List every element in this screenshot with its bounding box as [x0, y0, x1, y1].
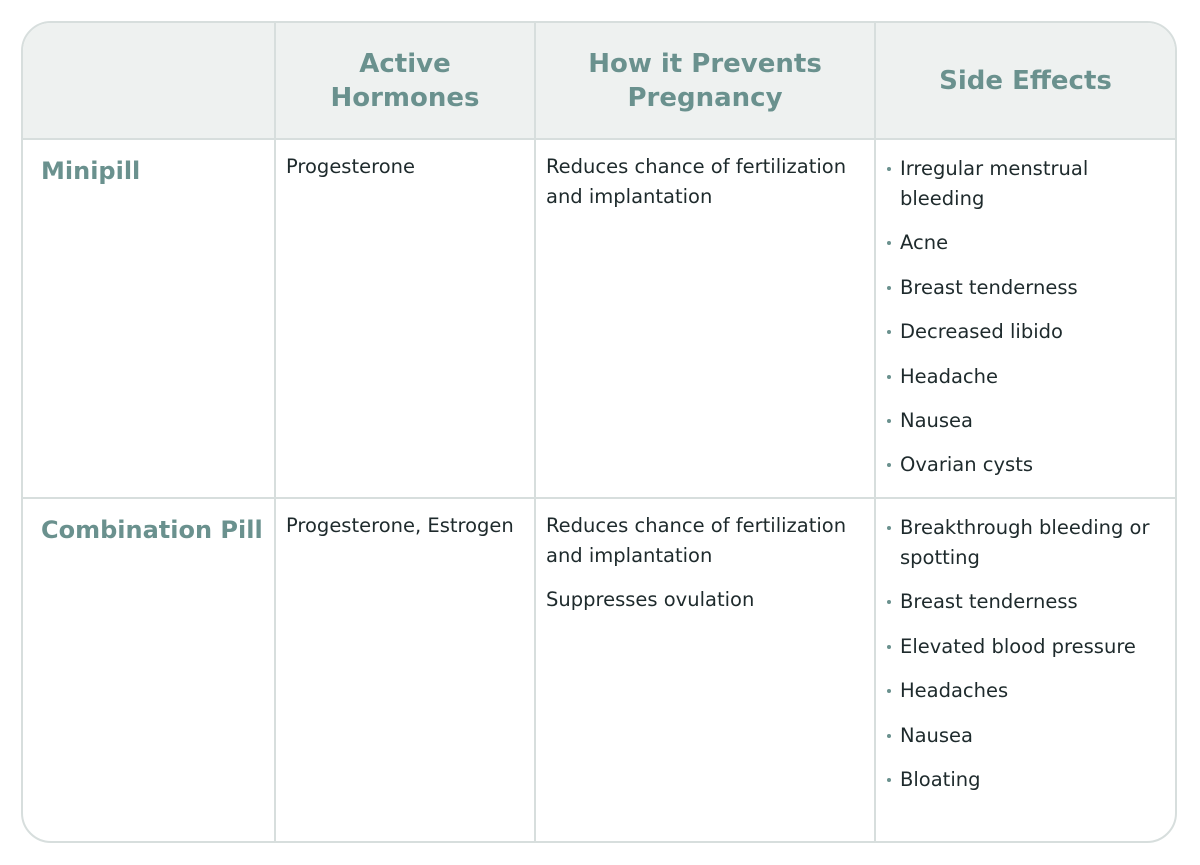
- prevention-text: Reduces chance of fertilization and implantation: [546, 514, 847, 567]
- hormones-cell: [275, 498, 535, 841]
- side-effect-item: Headache: [886, 362, 1165, 392]
- header-active-hormones: Active Hormones: [275, 23, 535, 139]
- side-effect-item: Decreased libido: [886, 317, 1165, 347]
- header-side-effects: Side Effects: [875, 23, 1175, 139]
- prevention-text: Suppresses ovulation: [546, 588, 755, 611]
- side-effect-item: Nausea: [886, 721, 1165, 751]
- prevention-cell: [535, 139, 875, 498]
- side-effect-item: Headaches: [886, 676, 1165, 706]
- hormones-text: Progesterone, Estrogen: [286, 514, 514, 537]
- side-effect-item: Breast tenderness: [886, 587, 1165, 617]
- row-label-minipill: Minipill: [23, 139, 275, 498]
- side-effects-cell: [875, 498, 1175, 841]
- side-effect-item: Breakthrough bleeding or spotting: [886, 513, 1165, 573]
- prevention-text: Reduces chance of fertilization and implantation: [546, 155, 847, 208]
- header-how-it-prevents-pregnancy: How it Prevents Pregnancy: [535, 23, 875, 139]
- side-effect-item: Ovarian cysts: [886, 450, 1165, 480]
- side-effects-list: [876, 499, 1175, 795]
- comparison-table-card: [21, 21, 1177, 843]
- header-empty-cell: [23, 23, 275, 139]
- side-effect-item: Nausea: [886, 406, 1165, 436]
- hormones-cell: [275, 139, 535, 498]
- side-effect-item: Breast tenderness: [886, 273, 1165, 303]
- side-effect-item: Irregular menstrual bleeding: [886, 154, 1165, 214]
- side-effect-item: Bloating: [886, 765, 1165, 795]
- side-effect-item: Elevated blood pressure: [886, 632, 1165, 662]
- side-effects-cell: [875, 139, 1175, 498]
- row-label-combination-pill: Combination Pill: [23, 498, 275, 841]
- comparison-table: [23, 23, 1175, 841]
- hormones-text: Progesterone: [286, 155, 415, 178]
- side-effect-item: Acne: [886, 228, 1165, 258]
- header-row: [23, 23, 1175, 139]
- side-effects-list: [876, 140, 1175, 480]
- table-row-minipill: [23, 139, 1175, 498]
- table-row-combination-pill: [23, 498, 1175, 841]
- prevention-cell: [535, 498, 875, 841]
